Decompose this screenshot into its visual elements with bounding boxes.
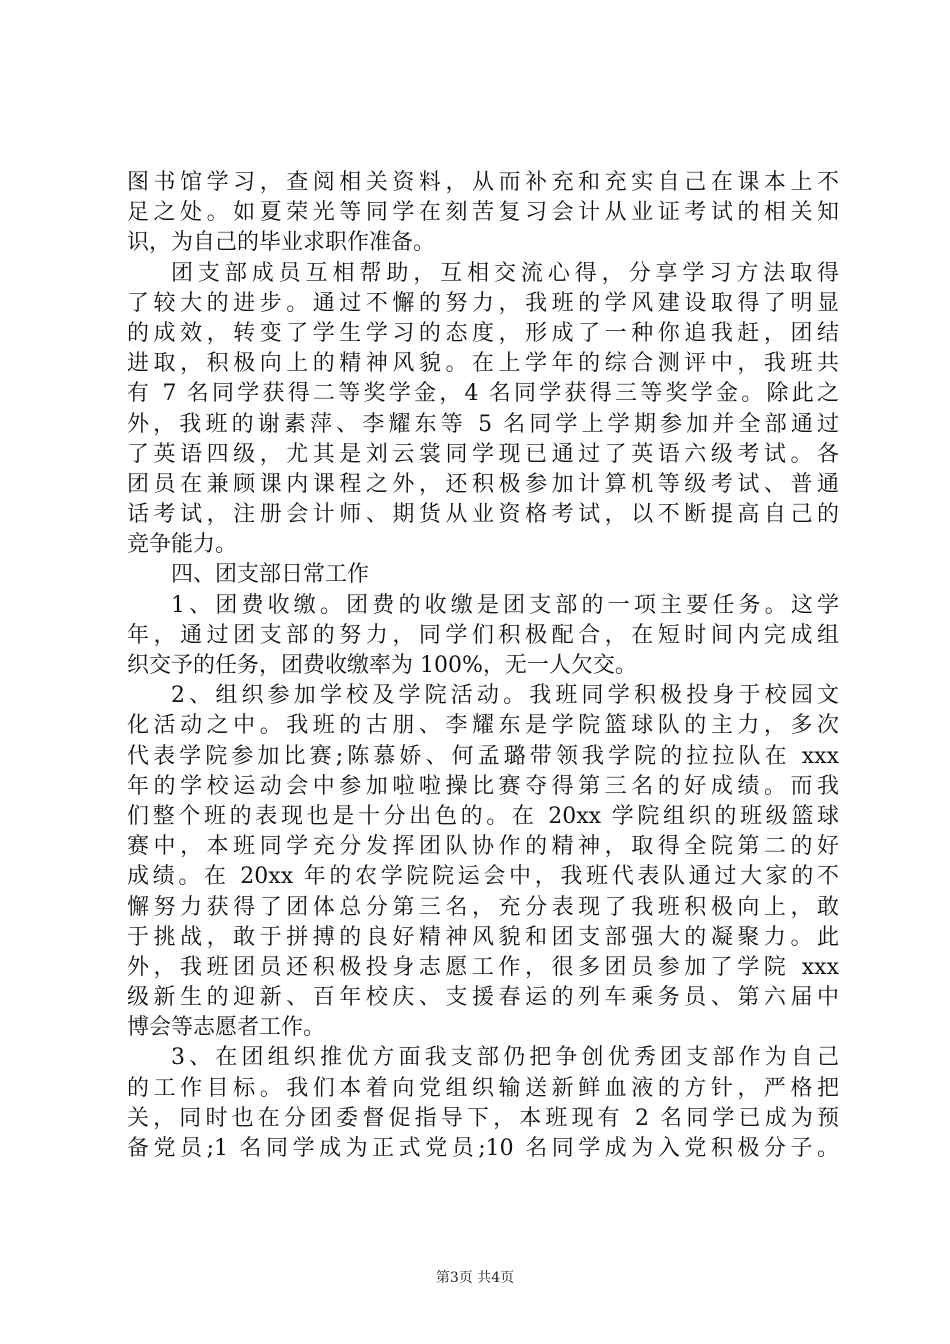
text-line: 的成效，转变了学生学习的态度，形成了一种你追我赶，团结	[127, 320, 839, 346]
text-line: 团支部成员互相帮助，互相交流心得，分享学习方法取得	[171, 260, 839, 286]
text-line: 织交予的任务，团费收缴率为 100%，无一人欠交。	[127, 653, 637, 678]
text-line: 们整个班的表现也是十分出色的。在 20xx 学院组织的班级篮球	[127, 803, 839, 829]
text-line: 赛中，本班同学充分发挥团队协作的精神，取得全院第二的好	[127, 834, 839, 860]
text-line: 外，我班的谢素萍、李耀东等 5 名同学上学期参加并全部通过	[127, 411, 839, 437]
text-line: 识，为自己的毕业求职作准备。	[127, 230, 436, 256]
text-line: 外，我班团员还积极投身志愿工作，很多团员参加了学院 xxx	[127, 954, 839, 980]
text-line: 了英语四级，尤其是刘云裳同学现已通过了英语六级考试。各	[127, 441, 839, 467]
text-line: 有 7 名同学获得二等奖学金，4 名同学获得三等奖学金。除此之	[127, 381, 839, 407]
text-line: 四、团支部日常工作	[171, 562, 370, 588]
paragraph	[127, 1043, 839, 1164]
page-number: 第3页 共4页	[435, 1270, 515, 1286]
section-heading	[127, 560, 839, 590]
text-line: 级新生的迎新、百年校庆、支援春运的列车乘务员、第六届中	[127, 985, 839, 1011]
paragraph	[127, 259, 839, 561]
text-line: 关，同时也在分团委督促指导下，本班现有 2 名同学已成为预	[127, 1105, 839, 1131]
paragraph	[127, 168, 839, 259]
document-body	[127, 168, 839, 1164]
text-line: 年的学校运动会中参加啦啦操比赛夺得第三名的好成绩。而我	[127, 773, 839, 799]
text-line: 化活动之中。我班的古朋、李耀东是学院篮球队的主力，多次	[127, 713, 839, 739]
text-line: 1、团费收缴。团费的收缴是团支部的一项主要任务。这学	[171, 592, 839, 618]
text-line: 代表学院参加比赛;陈慕娇、何孟璐带领我学院的拉拉队在 xxx	[127, 743, 839, 769]
text-line: 图书馆学习，查阅相关资料，从而补充和充实自己在课本上不	[127, 170, 839, 195]
paragraph	[127, 591, 839, 682]
paragraph	[127, 681, 839, 1043]
text-line: 足之处。如夏荣光等同学在刻苦复习会计从业证考试的相关知	[127, 200, 839, 226]
text-line: 懈努力获得了团体总分第三名，充分表现了我班积极向上，敢	[127, 894, 839, 920]
text-line: 于挑战，敢于拼搏的良好精神风貌和团支部强大的凝聚力。此	[127, 924, 839, 950]
text-line: 话考试，注册会计师、期货从业资格考试，以不断提高自己的	[127, 502, 839, 528]
text-line: 备党员;1 名同学成为正式党员;10 名同学成为入党积极分子。	[127, 1136, 839, 1161]
text-line: 3、在团组织推优方面我支部仍把争创优秀团支部作为自己	[171, 1045, 839, 1071]
text-line: 团员在兼顾课内课程之外，还积极参加计算机等级考试、普通	[127, 471, 839, 497]
text-line: 进取，积极向上的精神风貌。在上学年的综合测评中，我班共	[127, 351, 839, 377]
text-line: 博会等志愿者工作。	[127, 1015, 326, 1041]
text-line: 了较大的进步。通过不懈的努力，我班的学风建设取得了明显	[127, 290, 839, 316]
text-line: 成绩。在 20xx 年的农学院院运会中，我班代表队通过大家的不	[127, 864, 839, 890]
text-line: 年，通过团支部的努力，同学们积极配合，在短时间内完成组	[127, 622, 839, 648]
text-line: 2、组织参加学校及学院活动。我班同学积极投身于校园文	[171, 683, 839, 709]
text-line: 竞争能力。	[127, 532, 238, 558]
text-line: 的工作目标。我们本着向党组织输送新鲜血液的方针，严格把	[127, 1075, 839, 1101]
